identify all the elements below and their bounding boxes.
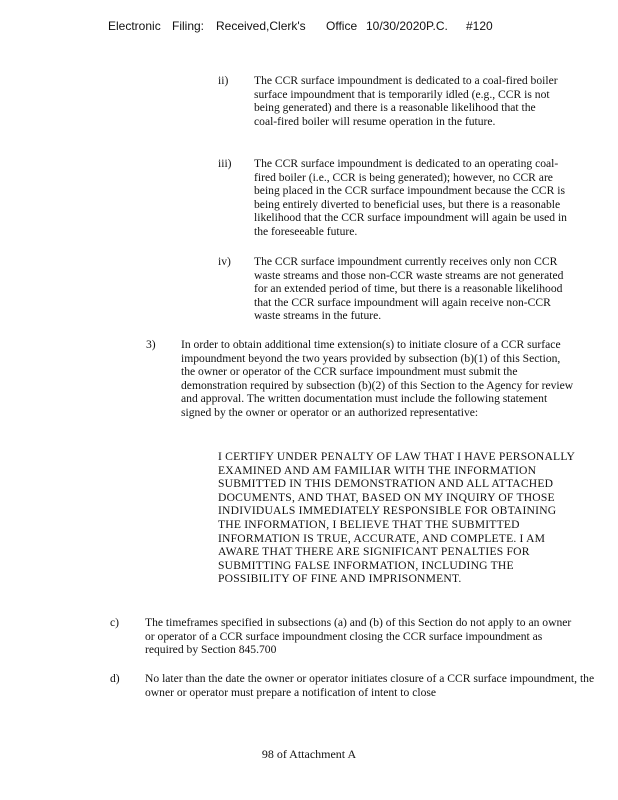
item-3-text: In order to obtain additional time extension(s) to initiate closure of a CCR surface impoundment beyond the two years provided by subsection (b)(1) of this Section, the owner or operator of the CCR surface impoundment must submit the demonstration required by subsection (b)(2) of this Section to the Agency for review and approval. The written documentation must include the following statement signed by the owner or operator or an authorized representative: — [181, 338, 574, 419]
item-d-text: No later than the date the owner or operator initiates closure of a CCR surface impoundment, the owner or operator must prepare a notification of intent to close — [145, 672, 595, 699]
item-iii-text: The CCR surface impoundment is dedicated to an operating coal-fired boiler (i.e., CCR is being generated); however, no CCR are being placed in the CCR surface impoundment because the CCR is being entirely diverted to beneficial uses, but there is a reasonable likelihood that the CCR surface impoundment will again be used in the foreseeable future. — [254, 157, 567, 238]
page-footer: 98 of Attachment A — [261, 747, 357, 761]
item-ii-label: ii) — [218, 74, 229, 87]
item-iv-label: iv) — [218, 255, 231, 268]
item-c-text: The timeframes specified in subsections (a) and (b) of this Section do not apply to an owner or operator of a CCR surface impoundment closing the CCR surface impoundment as required by Section 845.700 — [145, 616, 572, 657]
header-office: Office — [326, 19, 358, 33]
header-number: #120 — [466, 19, 493, 33]
header-date: 10/30/2020P.C. — [366, 19, 448, 33]
item-iv-text: The CCR surface impoundment currently receives only non CCR waste streams and those non-CCR waste streams are not generated for an extended period of time, but there is a reasonable likelihood that the CCR surface impoundment will again receive non-CCR waste streams in the future. — [254, 255, 564, 323]
item-iii-label: iii) — [218, 157, 232, 170]
header-filing: Filing: — [172, 19, 205, 33]
header-received: Received,Clerk's — [216, 19, 306, 33]
certification-text: I CERTIFY UNDER PENALTY OF LAW THAT I HAVE PERSONALLY EXAMINED AND AM FAMILIAR WITH THE INFORMATION SUBMITTED IN THIS DEMONSTRATION AND ALL ATTACHED DOCUMENTS, AND THAT, BASED ON MY INQUIRY OF THOSE INDIVIDUALS IMMEDIATELY RESPONSIBLE FOR OBTAINING THE INFORMATION, I BELIEVE THAT THE SUBMITTED INFORMATION IS TRUE, ACCURATE, AND COMPLETE. I AM AWARE THAT THERE ARE SIGNIFICANT PENALTIES FOR SUBMITTING FALSE INFORMATION, INCLUDING THE POSSIBILITY OF FINE AND IMPRISONMENT. — [218, 450, 575, 586]
item-c-label: c) — [110, 616, 120, 629]
item-3-label: 3) — [146, 338, 156, 351]
item-ii-text: The CCR surface impoundment is dedicated to a coal-fired boiler surface impoundment that is temporarily idled (e.g., CCR is not being generated) and there is a reasonable likelihood that the coal-fired boiler will resume operation in the future. — [254, 74, 558, 128]
header-electronic: Electronic — [108, 19, 161, 33]
item-d-label: d) — [110, 672, 120, 685]
